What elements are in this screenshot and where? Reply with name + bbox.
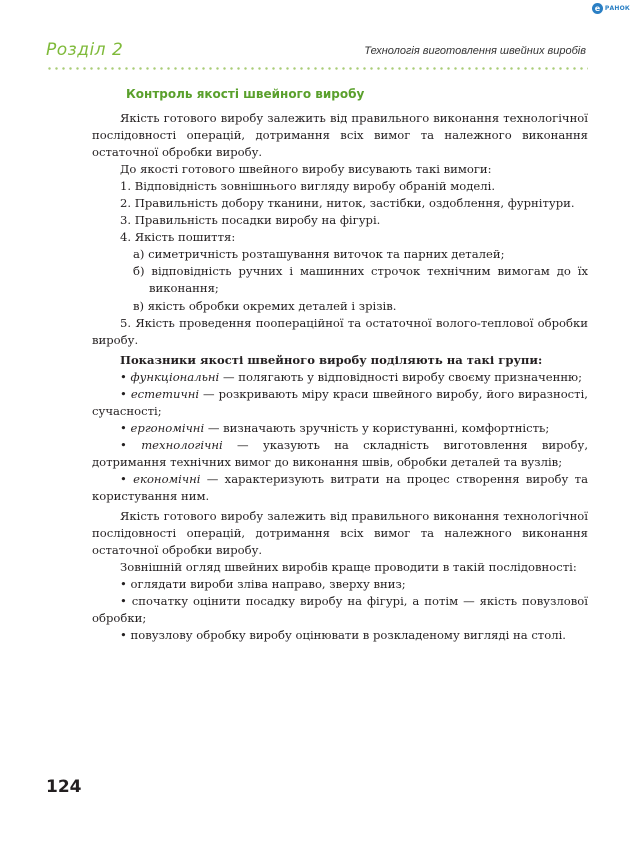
- bullet: •: [120, 437, 127, 452]
- bullet: •: [120, 577, 127, 592]
- bullet: •: [120, 471, 127, 486]
- inspection-step: [92, 576, 588, 593]
- bullet: •: [120, 369, 127, 384]
- inspection-step: [92, 593, 588, 627]
- requirement-4: 4. Якість пошиття:: [120, 230, 236, 245]
- group-text: — указують на складність виготовлення виробу, дотримання технічних вимог до виконання швів, обробки деталей та вузлів;: [92, 437, 589, 469]
- group-term: технологічні: [141, 437, 223, 452]
- dotted-divider: [46, 67, 588, 70]
- inspection-step-text: спочатку оцінити посадку виробу на фігурі, а потім — якість повузлової обробки;: [92, 594, 588, 626]
- paragraph-intro: Якість готового виробу залежить від правильного виконання технологічної послідовності операцій, дотримання всіх вимог та належного виконання остаточної обробки виробу.: [92, 111, 588, 160]
- requirement-4c: в) якість обробки окремих деталей і зрізів.: [133, 298, 397, 313]
- requirement-2: 2. Правильність добору тканини, ниток, застібки, оздоблення, фурнітури.: [120, 196, 575, 211]
- group-text: — визначають зручність у користуванні, комфортність;: [204, 420, 550, 435]
- group-text: — полягають у відповідності виробу своєму призначенню;: [219, 369, 583, 384]
- paragraph-inspection-intro: Зовнішній огляд швейних виробів краще проводити в такій послідовності:: [120, 560, 577, 575]
- section-title: Розділ 2: [46, 40, 124, 60]
- group-term: економічні: [133, 471, 201, 486]
- group-term: ергономічні: [130, 420, 205, 435]
- inspection-step-text: оглядати вироби зліва направо, зверху вниз;: [130, 577, 406, 592]
- inspection-step-text: повузлову обробку виробу оцінювати в розкладеному вигляді на столі.: [130, 628, 566, 643]
- group-text: — характеризують витрати на процес створення виробу та користування ним.: [92, 471, 589, 504]
- logo-text: РАНОК: [604, 5, 630, 12]
- page-number: 124: [46, 777, 82, 797]
- page-content: [92, 87, 588, 644]
- bullet: •: [120, 420, 127, 435]
- requirement-4b: б) відповідність ручних і машинних строчок технічним вимогам до їх виконання;: [133, 264, 588, 296]
- group-term: функціональні: [130, 369, 220, 384]
- topic-heading: Контроль якості швейного виробу: [126, 87, 365, 101]
- bullet: •: [120, 386, 127, 401]
- publisher-logo: [592, 3, 630, 14]
- group-item-ergonomic: [92, 420, 588, 437]
- group-text: — розкривають міру краси швейного виробу, його виразності, сучасності;: [92, 386, 588, 418]
- group-term: естетичні: [130, 386, 200, 401]
- paragraph-requirements-intro: До якості готового швейного виробу висувають такі вимоги:: [120, 162, 492, 177]
- group-item-technological: [92, 437, 588, 471]
- groups-title: Показники якості швейного виробу поділяють на такі групи:: [120, 352, 543, 367]
- inspection-step: [92, 627, 588, 644]
- requirement-4a: а) симетричність розташування виточок та парних деталей;: [133, 247, 505, 262]
- paragraph-quality: Якість готового виробу залежить від правильного виконання технологічної послідовності операцій, дотримання всіх вимог та належного виконання остаточної обробки виробу.: [92, 509, 588, 558]
- requirement-5: 5. Якість проведення поопераційної та остаточної волого-теплової обробки виробу.: [92, 315, 588, 347]
- group-item-functional: [92, 369, 588, 386]
- group-item-economic: [92, 471, 588, 505]
- bullet: •: [120, 628, 127, 643]
- logo-e-icon: e: [592, 3, 603, 14]
- requirement-3: 3. Правильність посадки виробу на фігурі.: [120, 213, 381, 228]
- requirement-1: 1. Відповідність зовнішнього вигляду виробу обраній моделі.: [120, 179, 496, 194]
- group-item-aesthetic: [92, 386, 588, 420]
- running-title: Технологія виготовлення швейних виробів: [364, 45, 586, 57]
- bullet: •: [120, 594, 127, 609]
